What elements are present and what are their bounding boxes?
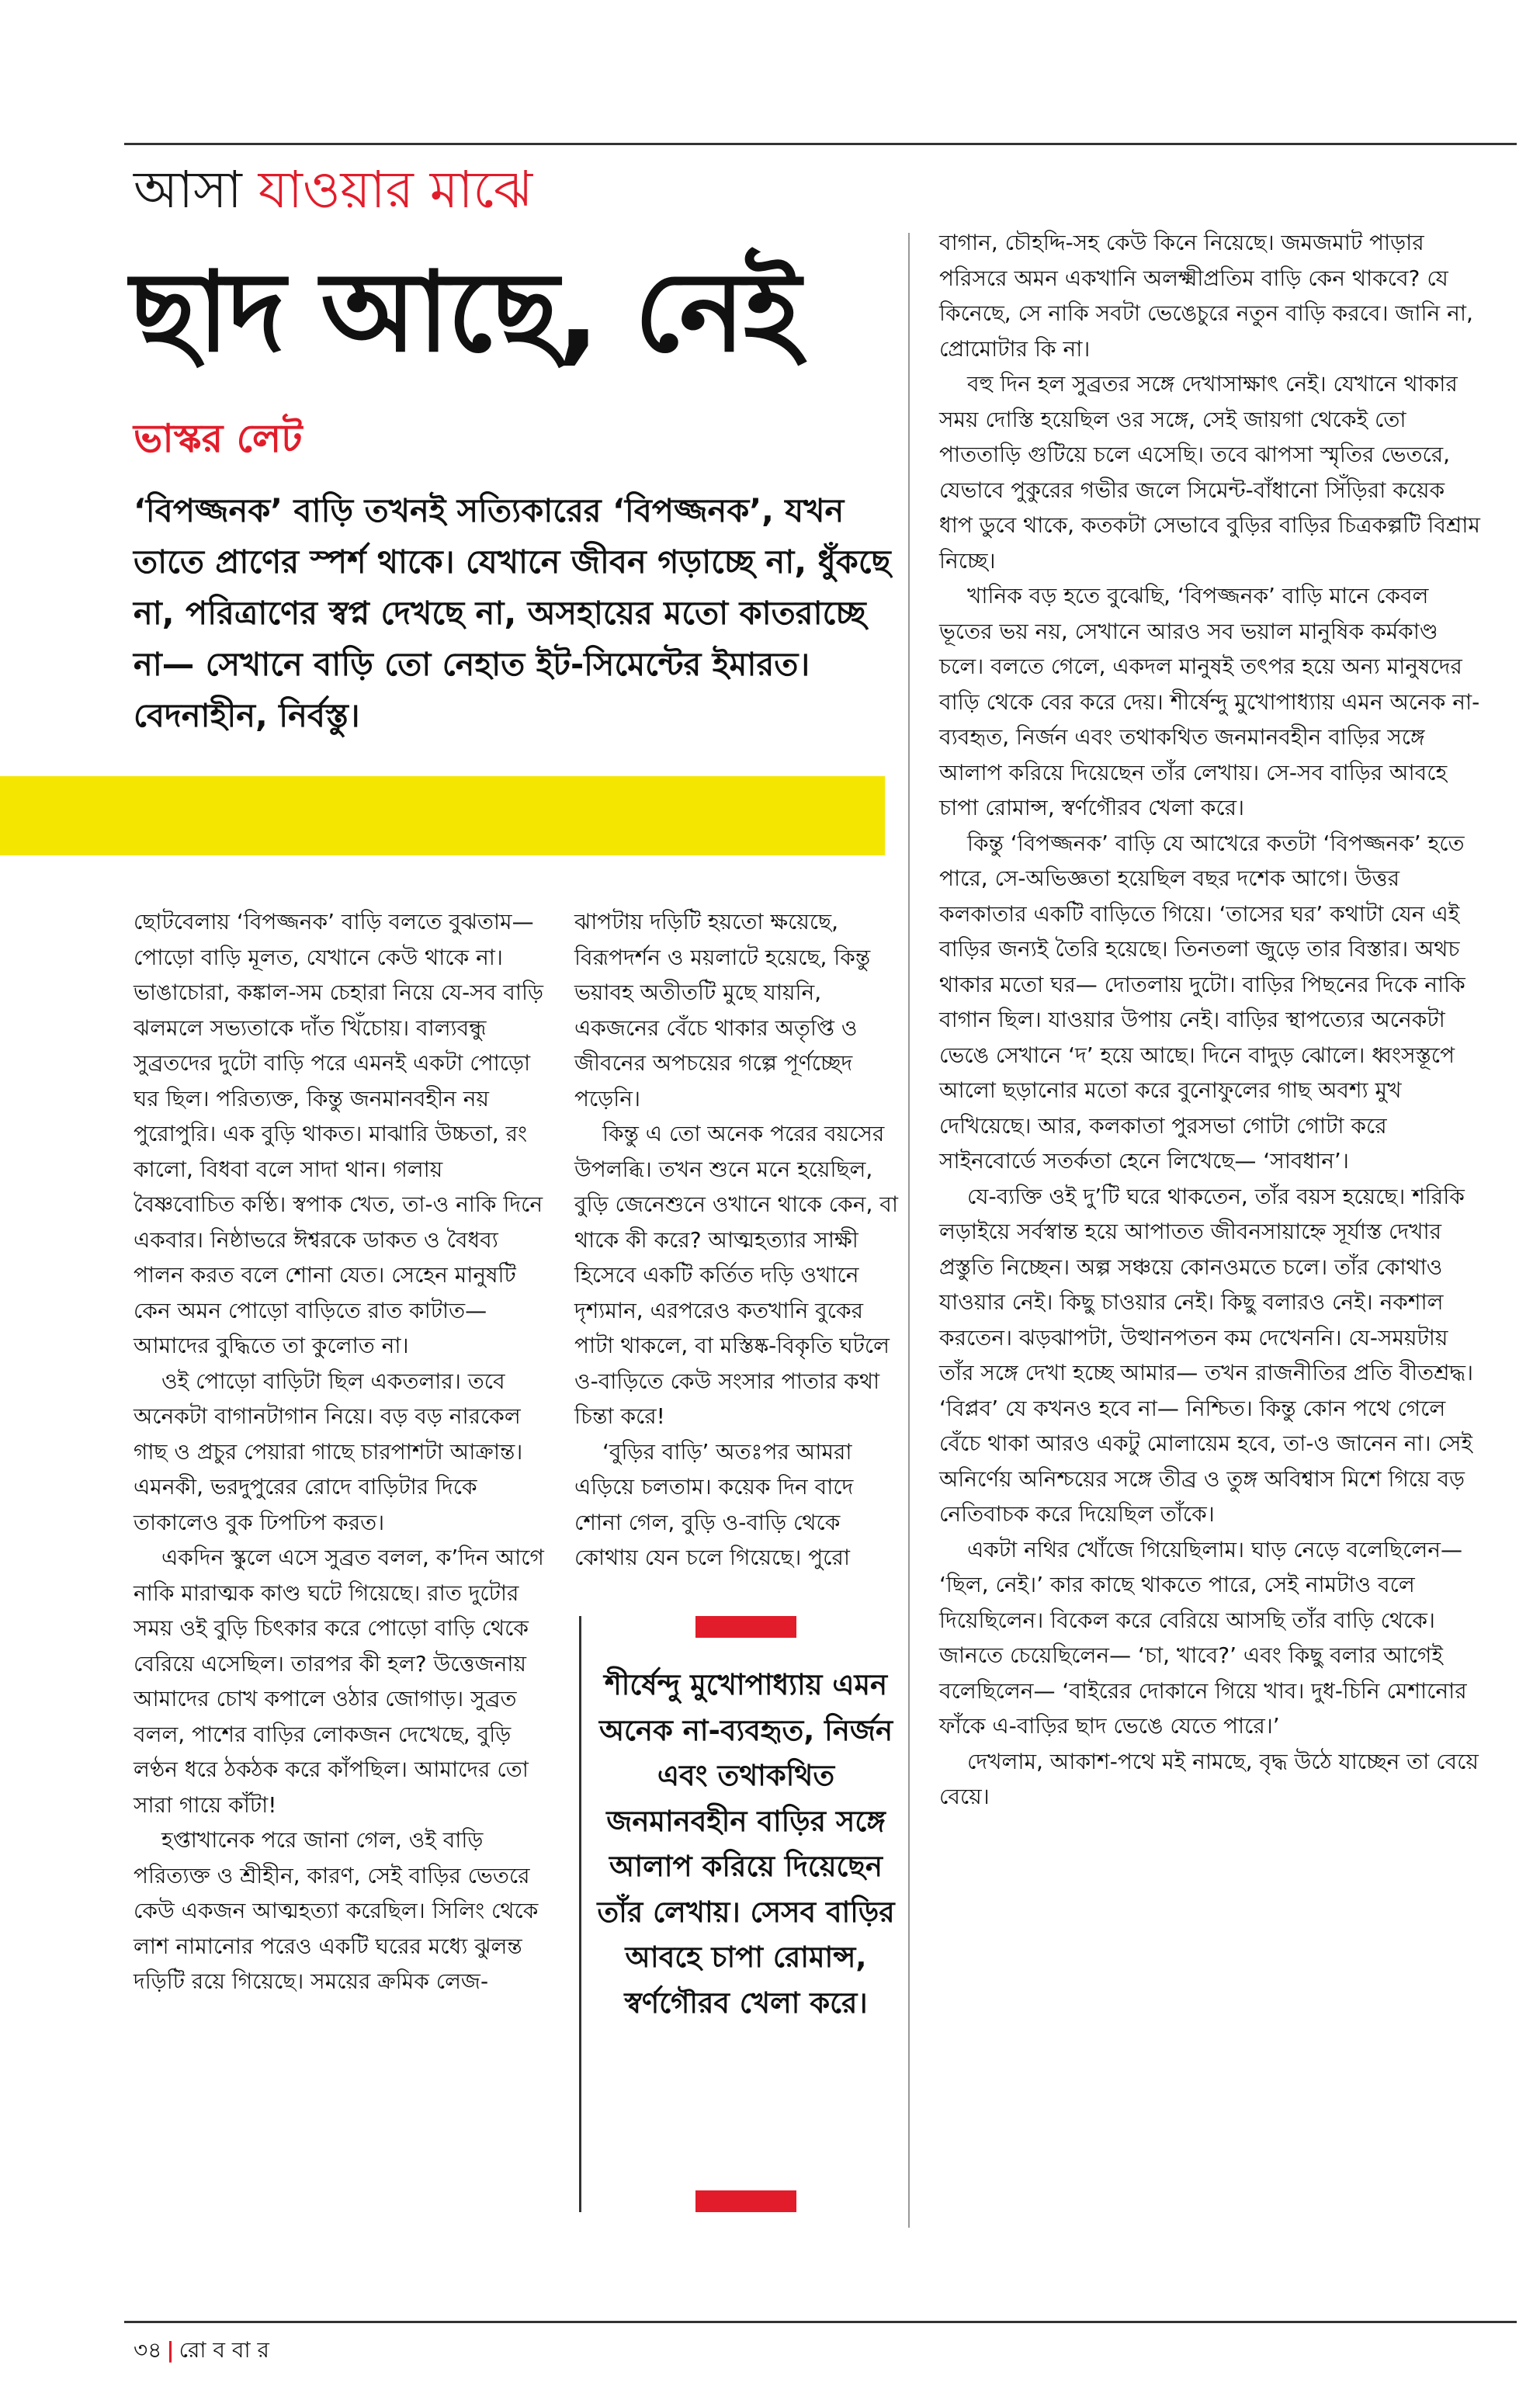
pull-quote-text: শীর্ষেন্দু মুখোপাধ্যায় এমন অনেক না-ব্যবহৃত, নির্জন এবং তথাকথিত জনমানবহীন বাড়ির সঙ্গে আলাপ করিয়ে দিয়েছেন তাঁর লেখায়। সেসব বাড়ির আবহে চাপা রোমান্স, স্বর্ণগৌরব খেলা করে। [597, 1668, 895, 2020]
page-folio [134, 2335, 269, 2366]
standfirst-text: ‘বিপজ্জনক’ বাড়ি তখনই সত্যিকারের ‘বিপজ্জনক’, যখন তাতে প্রাণের স্পর্শ থাকে। যেখানে জীবন গড়াচ্ছে না, ধুঁকছে না, পরিত্রাণের স্বপ্ন দেখছে না, অসহায়ের মতো কাতরাচ্ছে না— সেখানে বাড়ি তো নেহাত ইট-সিমেন্টের ইমারত। বেদনাহীন, নির্বস্তু। [134, 491, 891, 734]
body-column-3 [939, 225, 1483, 1815]
paragraph: বহু দিন হল সুব্রতর সঙ্গে দেখাসাক্ষাৎ নেই। যেখানে থাকার সময় দোস্তি হয়েছিল ওর সঙ্গে, সেই জায়গা থেকেই তো পাততাড়ি গুটিয়ে চলে এসেছি। তবে ঝাপসা স্মৃতির ভেতরে, যেভাবে পুকুরের গভীর জলে সিমেন্ট-বাঁধানো সিঁড়িরা কয়েক ধাপ ডুবে থাকে, কতকটা সেভাবে বুড়ির বাড়ির চিত্রকল্পটি বিশ্রাম নিচ্ছে। [939, 371, 1480, 574]
pull-quote-red-bar-top [695, 1616, 796, 1638]
paragraph: ছোটবেলায় ‘বিপজ্জনক’ বাড়ি বলতে বুঝতাম— পোড়ো বাড়ি মূলত, যেখানে কেউ থাকে না। ভাঙাচোরা, কঙ্কাল-সম চেহারা নিয়ে যে-সব বাড়ি ঝলমলে সভ্যতাকে দাঁত খিঁচোয়। বাল্যবন্ধু সুব্রতদের দুটো বাড়ি পরে এমনই একটা পোড়ো ঘর ছিল। পরিত্যক্ত, কিন্তু জনমানবহীন নয় পুরোপুরি। এক বুড়ি থাকত। মাঝারি উচ্চতা, রং কালো, বিধবা বলে সাদা থান। গলায় বৈষ্ণবোচিত কণ্ঠি। স্বপাক খেত, তা-ও নাকি দিনে একবার। নিষ্ঠাভরে ঈশ্বরকে ডাকত ও বৈধব্য পালন করত বলে শোনা যেত। সেহেন মানুষটি কেন অমন পোড়ো বাড়িতে রাত কাটাত— আমাদের বুদ্ধিতে তা কুলোত না। [134, 909, 543, 1358]
pull-quote-red-bar-bottom [695, 2190, 796, 2212]
paragraph: দেখলাম, আকাশ-পথে মই নামছে, বৃদ্ধ উঠে যাচ্ছেন তা বেয়ে বেয়ে। [939, 1748, 1479, 1809]
paragraph: যে-ব্যক্তি ওই দু’টি ঘরে থাকতেন, তাঁর বয়স হয়েছে। শরিকি লড়াইয়ে সর্বস্বান্ত হয়ে আপাতত জীবনসায়াহ্নে সূর্যাস্ত দেখার প্রস্তুতি নিচ্ছেন। অল্প সঞ্চয়ে কোনওমতে চলে। তাঁর কোথাও যাওয়ার নেই। কিছু চাওয়ার নেই। কিছু বলারও নেই। নকশাল করতেন। ঝড়ঝাপটা, উত্থানপতন কম দেখেননি। যে-সময়টায় তাঁর সঙ্গে দেখা হচ্ছে আমার— তখন রাজনীতির প্রতি বীতশ্রদ্ধ। ‘বিপ্লব’ যে কখনও হবে না— নিশ্চিত। কিন্তু কোন পথে গেলে বেঁচে থাকা আরও একটু মোলায়েম হবে, তা-ও জানেন না। সেই অনির্ণেয় অনিশ্চয়ের সঙ্গে তীব্র ও তুঙ্গ অবিশ্বাস মিশে গিয়ে বড় নেতিবাচক করে দিয়েছিল তাঁকে। [939, 1183, 1474, 1527]
folio-separator: | [166, 2337, 175, 2363]
standfirst [134, 485, 894, 741]
paragraph: হপ্তাখানেক পরে জানা গেল, ওই বাড়ি পরিত্যক্ত ও শ্রীহীন, কারণ, সেই বাড়ির ভেতরে কেউ একজন আত্মহত্যা করেছিল। সিলিং থেকে লাশ নামানোর পরেও একটি ঘরের মধ্যে ঝুলন্ত দড়িটি রয়ে গিয়েছে। সময়ের ক্রমিক লেজ- [134, 1827, 539, 1994]
section-kicker [134, 155, 532, 225]
pull-quote-rule [579, 1616, 581, 2212]
kicker-part-1: আসা [134, 160, 258, 220]
paragraph: একটা নথির খোঁজে গিয়েছিলাম। ঘাড় নেড়ে বলেছিলেন— ‘ছিল, নেই।’ কার কাছে থাকতে পারে, সেই নামটাও বলে দিয়েছিলেন। বিকেল করে বেরিয়ে আসছি তাঁর বাড়ি থেকে। জানতে চেয়েছিলেন— ‘চা, খাবে?’ এবং কিছু বলার আগেই বলেছিলেন— ‘বাইরের দোকানে গিয়ে খাব। দুধ-চিনি মেশানোর ফাঁকে এ-বাড়ির ছাদ ভেঙে যেতে পারে।’ [939, 1536, 1467, 1739]
yellow-accent-bar [0, 776, 885, 855]
pull-quote-box [579, 1616, 905, 2212]
page-number: ৩৪ [134, 2337, 162, 2363]
author-byline: ভাস্কর লেট [134, 416, 303, 461]
column-divider [908, 233, 910, 2228]
headline: ছাদ আছে, নেই [130, 248, 799, 376]
paragraph: কিন্তু এ তো অনেক পরের বয়সের উপলব্ধি। তখন শুনে মনে হয়েছিল, বুড়ি জেনেশুনে ওখানে থাকে কেন, বা থাকে কী করে? আত্মহত্যার সাক্ষী হিসেবে একটি কর্তিত দড়ি ওখানে দৃশ্যমান, এরপরেও কতখানি বুকের পাটা থাকলে, বা মস্তিষ্ক-বিকৃতি ঘটলে ও-বাড়িতে কেউ সংসার পাতার কথা চিন্তা করে! [574, 1121, 898, 1429]
body-column-1 [134, 904, 545, 1999]
paragraph: একদিন স্কুলে এসে সুব্রত বলল, ক’দিন আগে নাকি মারাত্মক কাণ্ড ঘটে গিয়েছে। রাত দুটোর সময় ওই বুড়ি চিৎকার করে পোড়ো বাড়ি থেকে বেরিয়ে এসেছিল। তারপর কী হল? উত্তেজনায় আমাদের চোখ কপালে ওঠার জোগাড়। সুব্রত বলল, পাশের বাড়ির লোকজন দেখেছে, বুড়ি লণ্ঠন ধরে ঠকঠক করে কাঁপছিল। আমাদের তো সারা গায়ে কাঁটা! [134, 1545, 544, 1818]
paragraph: কিন্তু ‘বিপজ্জনক’ বাড়ি যে আখেরে কতটা ‘বিপজ্জনক’ হতে পারে, সে-অভিজ্ঞতা হয়েছিল বছর দশেক আগে। উত্তর কলকাতার একটি বাড়িতে গিয়ে। ‘তাসের ঘর’ কথাটা যেন এই বাড়ির জন্যই তৈরি হয়েছে। তিনতলা জুড়ে তার বিস্তার। অথচ থাকার মতো ঘর— দোতলায় দুটো। বাড়ির পিছনের দিকে নাকি বাগান ছিল। যাওয়ার উপায় নেই। বাড়ির স্থাপত্যের অনেকটা ভেঙে সেখানে ‘দ’ হয়ে আছে। দিনে বাদুড় ঝোলে। ধ্বংসস্তূপে আলো ছড়ানোর মতো করে বুনোফুলের গাছ অবশ্য মুখ দেখিয়েছে। আর, কলকাতা পুরসভা গোটা গোটা করে সাইনবোর্ডে সতর্কতা হেনে লিখেছে— ‘সাবধান’। [939, 830, 1465, 1174]
bottom-rule [124, 2321, 1517, 2323]
paragraph: খানিক বড় হতে বুঝেছি, ‘বিপজ্জনক’ বাড়ি মানে কেবল ভূতের ভয় নয়, সেখানে আরও সব ভয়াল মানুষিক কর্মকাণ্ড চলে। বলতে গেলে, একদল মানুষই তৎপর হয়ে অন্য মানুষদের বাড়ি থেকে বের করে দেয়। শীর্ষেন্দু মুখোপাধ্যায় এমন অনেক না-ব্যবহৃত, নির্জন এবং তথাকথিত জনমানবহীন বাড়ির সঙ্গে আলাপ করিয়ে দিয়েছেন তাঁর লেখায়। সে-সব বাড়ির আবহে চাপা রোমান্স, স্বর্ণগৌরব খেলা করে। [939, 583, 1480, 820]
top-rule [124, 143, 1517, 145]
body-column-2 [574, 904, 900, 1576]
kicker-part-2: যাওয়ার মাঝে [258, 160, 533, 220]
paragraph: ওই পোড়ো বাড়িটা ছিল একতলার। তবে অনেকটা বাগানটাগান নিয়ে। বড় বড় নারকেল গাছ ও প্রচুর পেয়ারা গাছে চারপাশটা আক্রান্ত। এমনকী, ভরদুপুরের রোদে বাড়িটার দিকে তাকালেও বুক ঢিপঢিপ করত। [134, 1368, 523, 1535]
magazine-name: রো ব বা র [179, 2337, 269, 2363]
paragraph: বাগান, চৌহদ্দি-সহ কেউ কিনে নিয়েছে। জমজমাট পাড়ার পরিসরে অমন একখানি অলক্ষ্মীপ্রতিম বাড়ি কেন থাকবে? যে কিনেছে, সে নাকি সবটা ভেঙেচুরে নতুন বাড়ি করবে। জানি না, প্রোমোটার কি না। [939, 230, 1473, 362]
paragraph: ঝাপটায় দড়িটি হয়তো ক্ষয়েছে, বিরূপদর্শন ও ময়লাটে হয়েছে, কিন্তু ভয়াবহ অতীতটি মুছে যায়নি, একজনের বেঁচে থাকার অতৃপ্তি ও জীবনের অপচয়ের গল্পে পূর্ণচ্ছেদ পড়েনি। [574, 909, 871, 1112]
paragraph: ‘বুড়ির বাড়ি’ অতঃপর আমরা এড়িয়ে চলতাম। কয়েক দিন বাদে শোনা গেল, বুড়ি ও-বাড়ি থেকে কোথায় যেন চলে গিয়েছে। পুরো [574, 1438, 854, 1570]
